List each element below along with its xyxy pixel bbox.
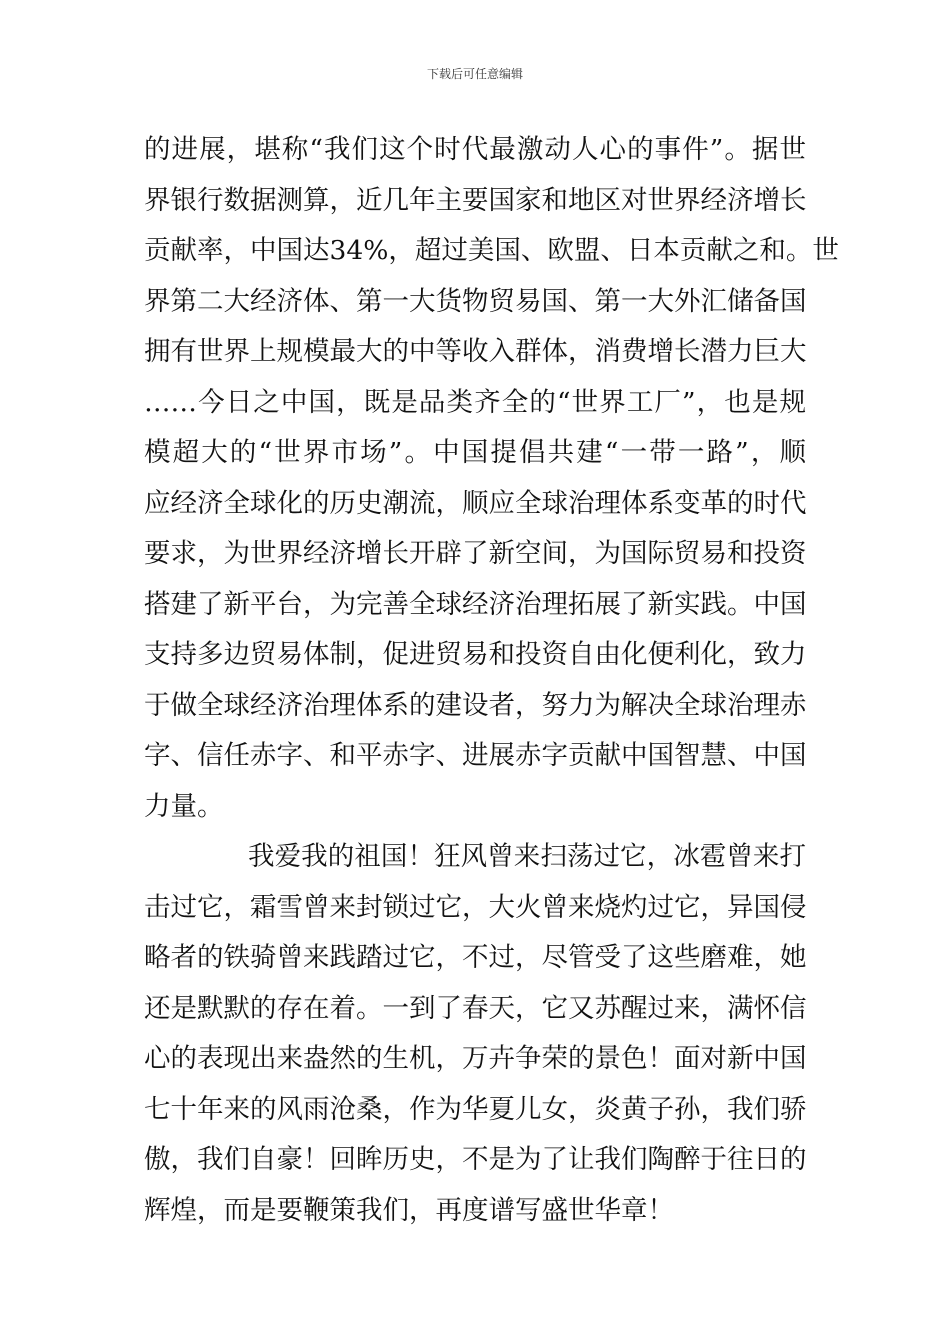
text-line: 傲，我们自豪！回眸历史，不是为了让我们陶醉于往日的 <box>144 1144 807 1175</box>
text-line: 界第二大经济体、第一大货物贸易国、第一大外汇储备国 <box>144 285 807 317</box>
text-line: 模超大的“世界市场”。中国提倡共建“一带一路”，顺 <box>144 437 806 468</box>
text-line: 还是默默的存在着。一到了春天，它又苏醒过来，满怀信 <box>144 992 807 1024</box>
text-line: 拥有世界上规模最大的中等收入群体，消费增长潜力巨大 <box>144 336 807 367</box>
text-line: 我爱我的祖国！狂风曾来扫荡过它，冰雹曾来打 <box>248 841 806 872</box>
document-body <box>144 125 839 1236</box>
text-line: 贡献率，中国达34%，超过美国、欧盟、日本贡献之和。世 <box>144 235 839 266</box>
text-line: 应经济全球化的历史潮流，顺应全球治理体系变革的时代 <box>144 487 807 519</box>
text-line: 略者的铁骑曾来践踏过它，不过，尽管受了这些磨难，她 <box>144 942 807 973</box>
text-line: 界银行数据测算，近几年主要国家和地区对世界经济增长 <box>144 184 807 216</box>
text-line: 辉煌，而是要鞭策我们，再度谱写盛世华章！ <box>144 1194 674 1226</box>
text-line: 字、信任赤字、和平赤字、进展赤字贡献中国智慧、中国 <box>144 740 807 771</box>
paragraph-economy <box>144 125 839 832</box>
page-header: 下载后可任意编辑 <box>426 67 523 81</box>
text-line: 力量。 <box>144 790 224 822</box>
text-line: 击过它，霜雪曾来封锁过它，大火曾来烧灼过它，异国侵 <box>144 891 807 923</box>
text-line: 的进展，堪称“我们这个时代最激动人心的事件”。据世 <box>144 134 806 165</box>
text-line: 搭建了新平台，为完善全球经济治理拓展了新实践。中国 <box>144 588 807 620</box>
text-line: 要求，为世界经济增长开辟了新空间，为国际贸易和投资 <box>144 538 807 569</box>
paragraph-motherland <box>144 832 806 1236</box>
text-line: 于做全球经济治理体系的建设者，努力为解决全球治理赤 <box>144 689 807 721</box>
text-line: 支持多边贸易体制，促进贸易和投资自由化便利化，致力 <box>144 639 807 670</box>
text-line: 心的表现出来盎然的生机，万卉争荣的景色！面对新中国 <box>144 1043 807 1074</box>
text-line: 七十年来的风雨沧桑，作为华夏儿女，炎黄子孙，我们骄 <box>144 1093 807 1125</box>
text-line: ……今日之中国，既是品类齐全的“世界工厂”，也是规 <box>144 386 806 418</box>
